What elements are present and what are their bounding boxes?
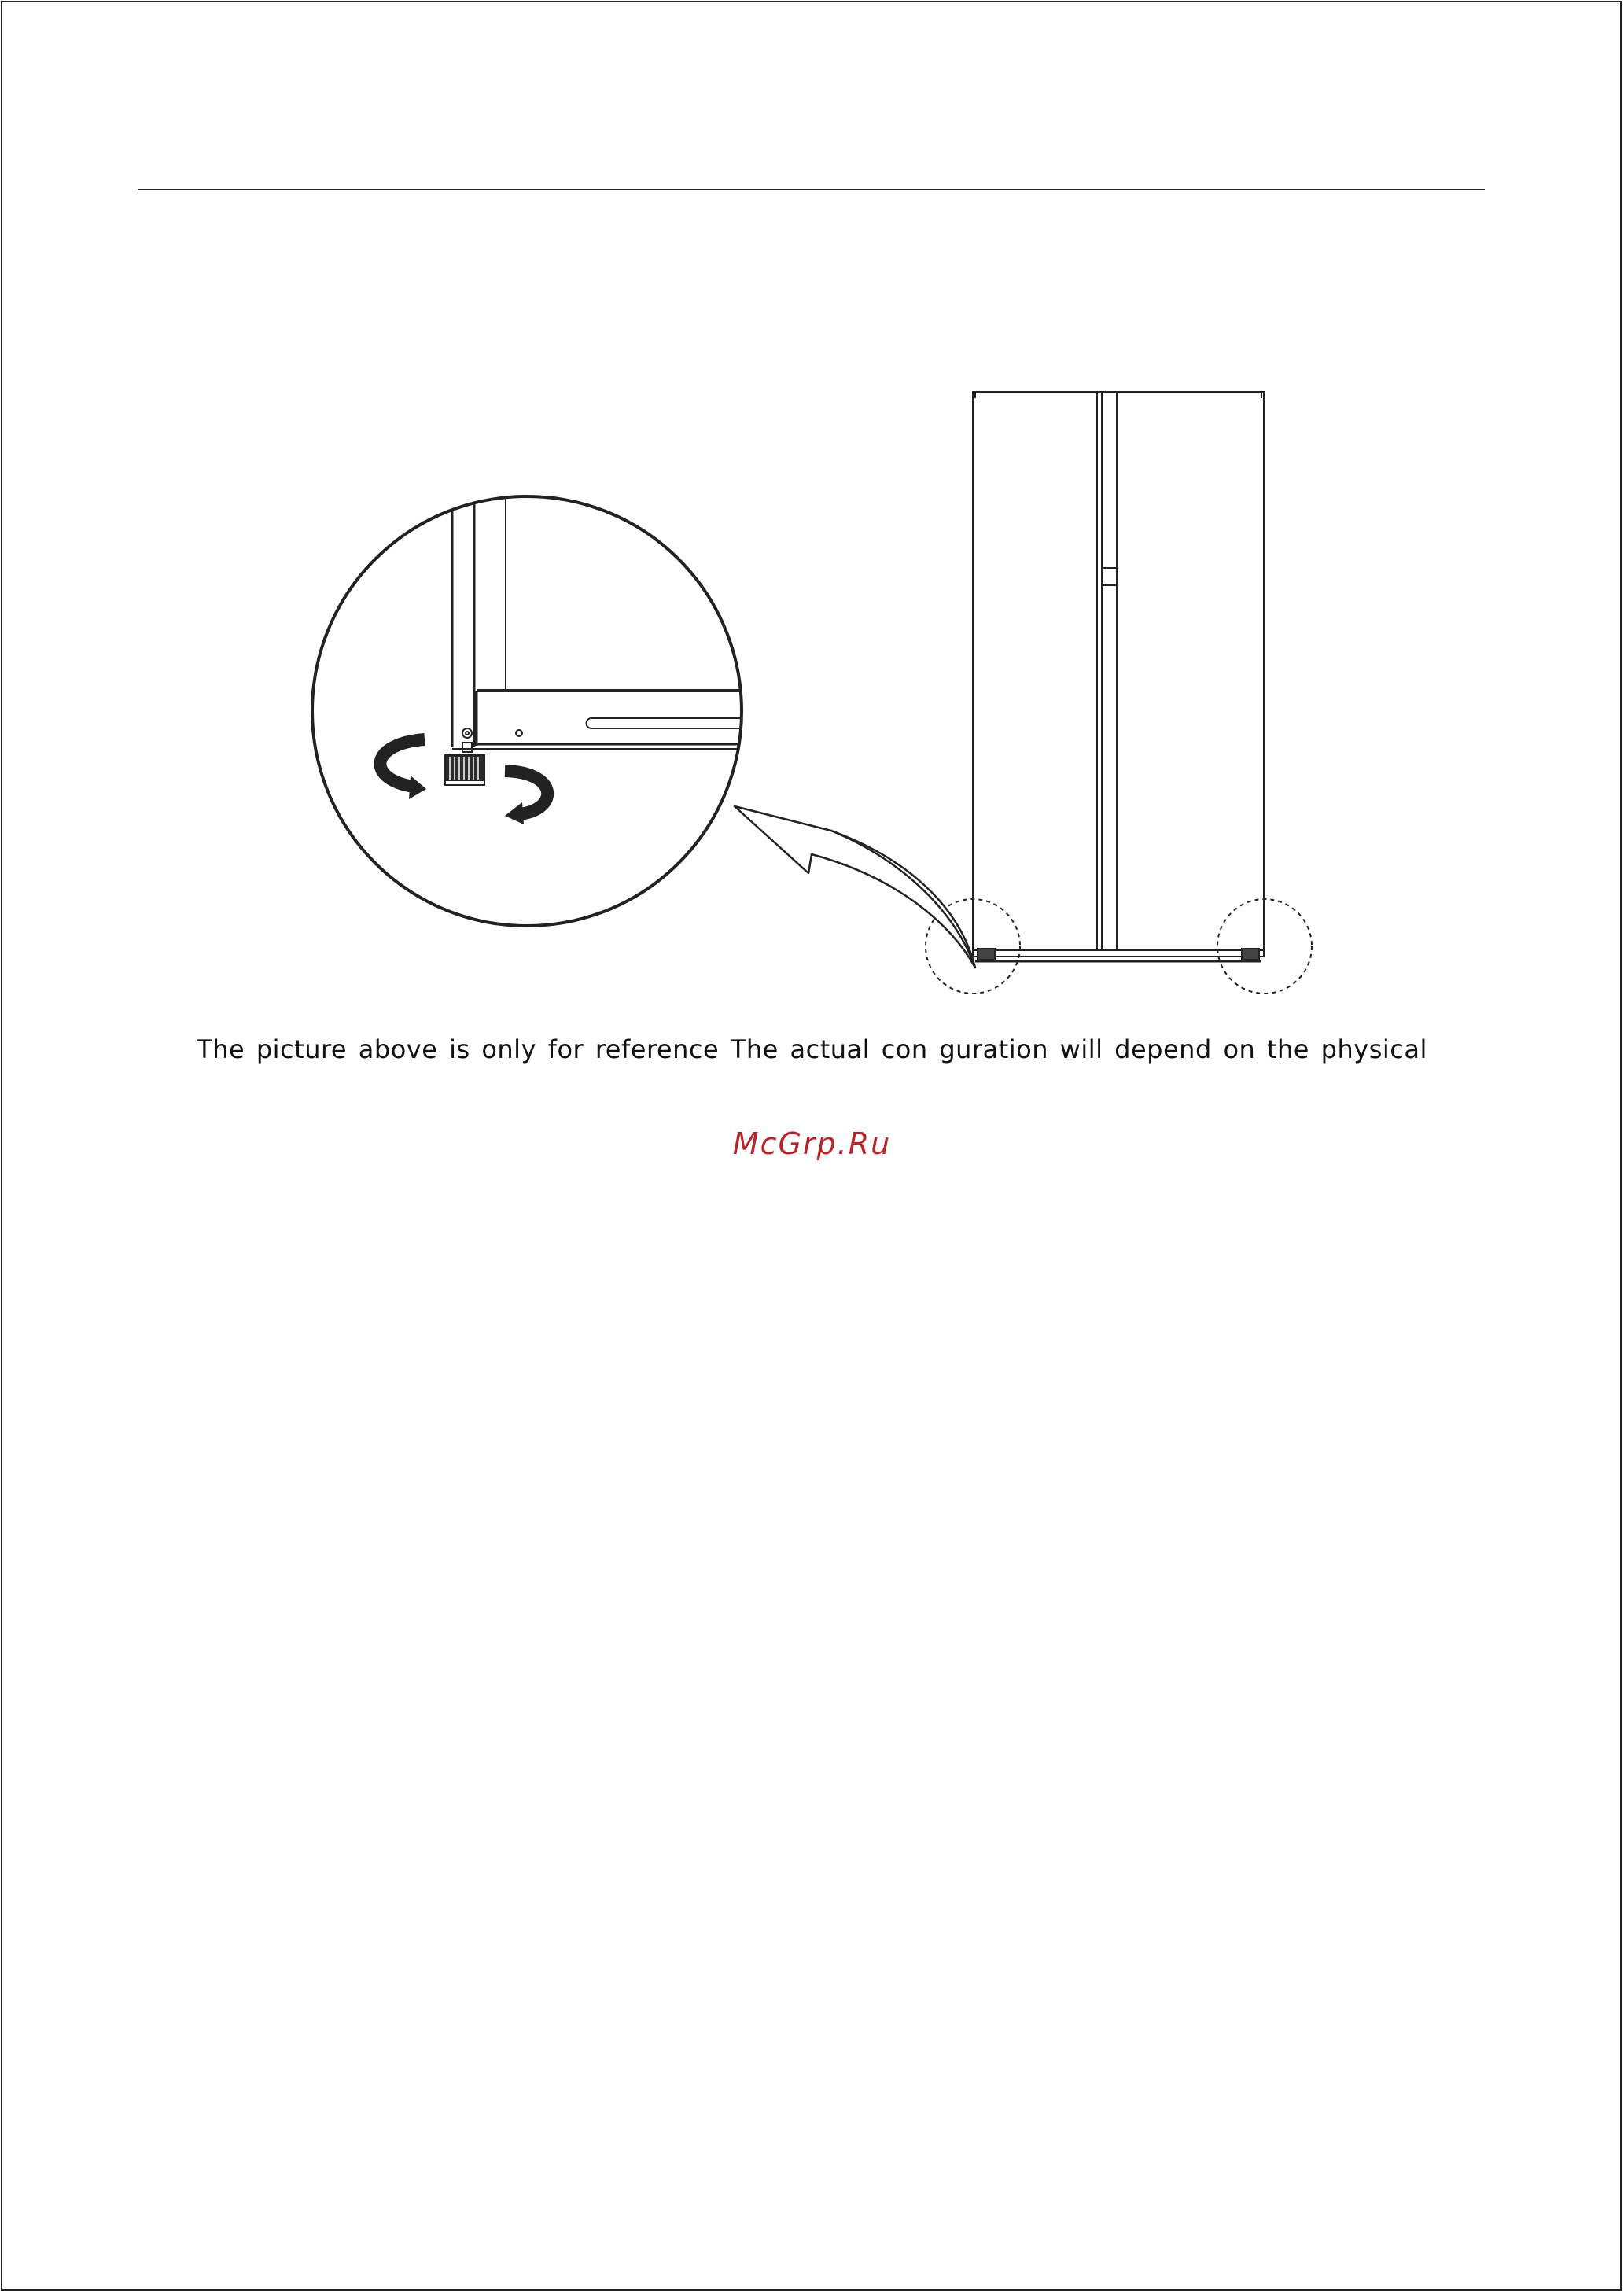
reference-caption: The picture above is only for reference The actual con guration will depend on the physical <box>197 1034 1427 1064</box>
rotate-clockwise-arrow-icon <box>505 771 547 824</box>
foot-highlight-circles <box>926 899 1312 994</box>
rotate-counterclockwise-arrow-icon <box>380 739 426 799</box>
callout-arrow-icon <box>735 806 975 968</box>
watermark-link[interactable]: McGrp.Ru <box>732 1126 892 1161</box>
side-by-side-refrigerator-icon <box>973 392 1264 961</box>
adjustable-foot <box>445 755 484 785</box>
leveling-foot-detail-icon <box>312 472 755 926</box>
